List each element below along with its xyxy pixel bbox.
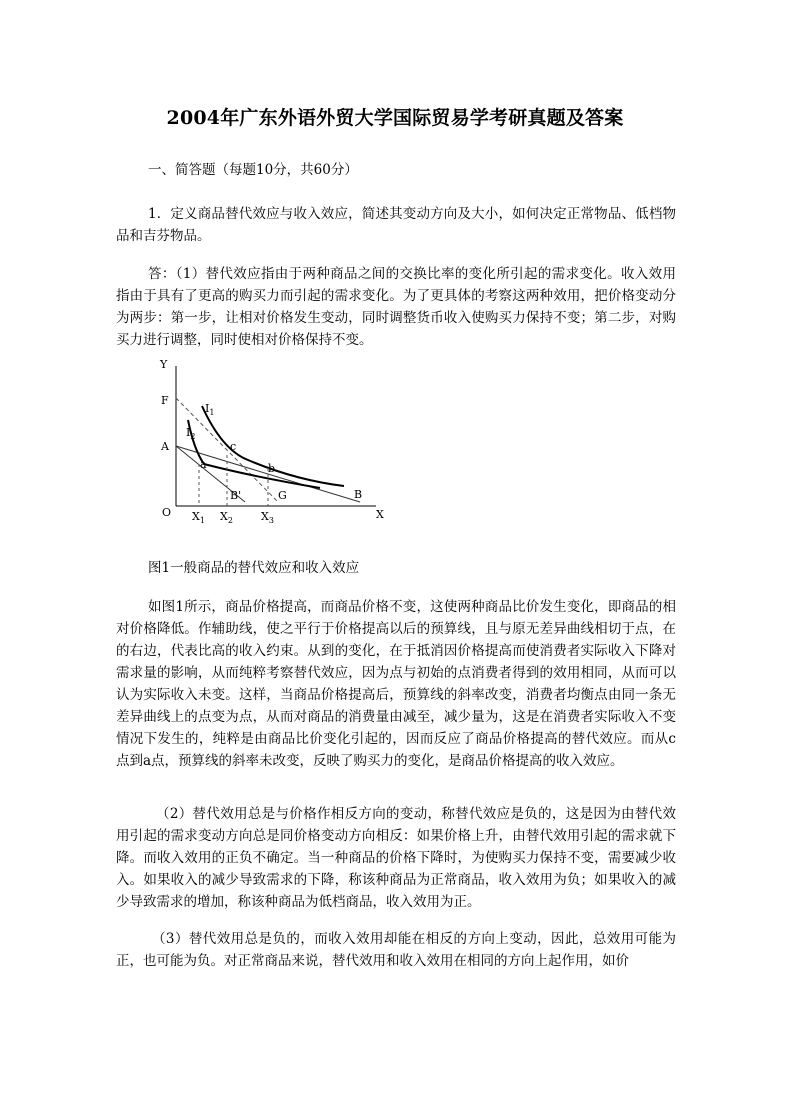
label-x: X bbox=[376, 508, 384, 521]
label-i1-main: I bbox=[205, 402, 210, 415]
figure-1 bbox=[150, 352, 390, 530]
label-i2-main: I bbox=[186, 426, 191, 439]
answer-1-part-1: 答：（1）替代效应指由于两种商品之间的交换比率的变化所引起的需求变化。收入效用指由于具有了更高的购买力而引起的需求变化。为了更具体的考察这两种效用，把价格变动分为两步：第一步，让相对价格发生变动，同时调整货币收入使购买力保持不变；第二步，对购买力进行调整，同时使相对价格保持不变。 bbox=[116, 266, 676, 348]
label-x3 bbox=[261, 510, 274, 525]
label-x3-main: X bbox=[261, 510, 269, 523]
section-heading: 一、简答题（每题10分，共60分） bbox=[148, 162, 358, 178]
label-point-c: c bbox=[230, 440, 237, 453]
label-i1-sub: 1 bbox=[209, 408, 215, 417]
label-b-prime: B' bbox=[230, 489, 242, 502]
label-i1 bbox=[205, 402, 214, 417]
answer-1-part-3: （3）替代效用总是负的，而收入效用却能在相反的方向上变动，因此，总效用可能为正，也可能为负。对正常商品来说，替代效用和收入效用在相同的方向上起作用，如价 bbox=[116, 931, 676, 969]
answer-1-part-2: （2）替代效用总是与价格作相反方向的变动，称替代效应是负的，这是因为由替代效用引起的需求变动方向总是同价格变动方向相反：如果价格上升，由替代效用引起的需求就下降。而收入效用的正负不确定。当一种商品的价格下降时，为使购买力保持不变，需要减少收入。如果收入的减少导致需求的下降，称该种商品为正常商品，收入效用为负；如果收入的减少导致需求的增加，称该种商品为低档商品，收入效用为正。 bbox=[116, 806, 676, 910]
question-1: 1．定义商品替代效应与收入效应，简述其变动方向及大小，如何决定正常物品、低档物品和吉芬物品。 bbox=[116, 206, 676, 244]
explanation-paragraph: 如图1所示，商品价格提高，而商品价格不变，这使两种商品比价发生变化，即商品的相对价格降低。作辅助线，使之平行于价格提高以后的预算线，且与原无差异曲线相切于点，在的右边，代表比高的收入约束。从到的变化，在于抵消因价格提高而使消费者实际收入下降对需求量的影响，从而纯粹考察替代效应，因为点与初始的点消费者得到的效用相同，从而可以认为实际收入未变。这样，当商品价格提高后，预算线的斜率改变，消费者均衡点由同一条无差异曲线上的点变为点，从而对商品的消费量由减至，减少量为，这是在消费者实际收入不变情况下发生的，纯粹是由商品比价变化引起的，因而反应了商品价格提高的替代效应。而从c点到a点，预算线的斜率未改变，反映了购买力的变化，是商品价格提高的收入效应。 bbox=[116, 599, 676, 769]
label-x1-sub: 1 bbox=[199, 516, 205, 525]
label-point-b: b bbox=[268, 462, 276, 475]
label-b: B bbox=[354, 488, 363, 501]
label-point-a: a bbox=[200, 458, 207, 471]
label-f: F bbox=[161, 394, 169, 407]
label-x2 bbox=[220, 510, 233, 525]
indifference-curve-diagram bbox=[150, 352, 390, 530]
label-y: Y bbox=[160, 358, 168, 371]
label-x2-sub: 2 bbox=[227, 516, 233, 525]
figure-caption: 图1一般商品的替代效应和收入效应 bbox=[148, 560, 360, 576]
label-x1-main: X bbox=[192, 510, 200, 523]
label-origin: O bbox=[162, 506, 172, 519]
page-title: 2004年广东外语外贸大学国际贸易学考研真题及答案 bbox=[166, 107, 624, 129]
label-x1 bbox=[192, 510, 205, 525]
label-a-upper: A bbox=[161, 440, 169, 453]
label-x3-sub: 3 bbox=[268, 516, 274, 525]
label-g: G bbox=[278, 489, 287, 502]
label-i2-sub: 2 bbox=[190, 432, 196, 441]
label-x2-main: X bbox=[220, 510, 228, 523]
